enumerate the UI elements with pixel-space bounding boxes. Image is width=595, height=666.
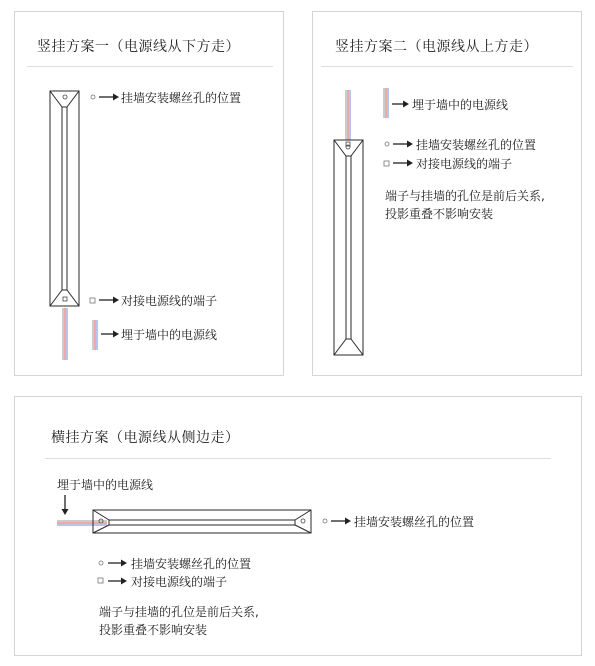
label-terminal: 对接电源线的端子 bbox=[416, 157, 513, 171]
note-line-2: 投影重叠不影响安装 bbox=[99, 623, 208, 637]
label-mount-hole: 挂墙安装螺丝孔的位置 bbox=[416, 138, 537, 152]
mount-hole-right bbox=[301, 519, 305, 523]
fixture-vertical bbox=[334, 140, 363, 355]
arrow-mount-hole bbox=[331, 518, 351, 525]
note-line-1: 端子与挂墙的孔位是前后关系, bbox=[99, 605, 259, 619]
note-text bbox=[385, 187, 545, 223]
panel-title: 竖挂方案二（电源线从上方走） bbox=[335, 39, 538, 55]
arrow-down-buried-wire bbox=[62, 495, 69, 515]
panel-title: 竖挂方案一（电源线从下方走） bbox=[37, 39, 240, 55]
label-mount-hole: 挂墙安装螺丝孔的位置 bbox=[121, 91, 242, 105]
label-mount-hole-right: 挂墙安装螺丝孔的位置 bbox=[354, 515, 475, 529]
note-line-1: 端子与挂墙的孔位是前后关系, bbox=[385, 189, 545, 203]
arrow-terminal bbox=[393, 160, 413, 167]
terminal-bottom bbox=[63, 297, 67, 301]
note-text bbox=[99, 603, 259, 639]
vertical-fixture-diagram bbox=[15, 12, 285, 377]
arrow-buried-wire bbox=[101, 331, 119, 338]
legend-arrow-terminal bbox=[108, 578, 127, 585]
arrow-terminal bbox=[99, 297, 119, 304]
arrow-mount-hole bbox=[393, 141, 413, 148]
power-wire-top bbox=[346, 90, 350, 140]
mount-hole-marker bbox=[385, 142, 389, 146]
panel-horizontal-plan bbox=[14, 396, 582, 656]
mount-hole-top bbox=[63, 95, 67, 99]
power-wire-bottom bbox=[63, 308, 67, 360]
panel-vertical-plan-one bbox=[14, 11, 284, 376]
legend-mount-hole: 挂墙安装螺丝孔的位置 bbox=[131, 557, 252, 571]
label-buried-wire: 埋于墙中的电源线 bbox=[121, 328, 218, 342]
label-terminal: 对接电源线的端子 bbox=[121, 294, 218, 308]
arrow-buried-wire bbox=[392, 101, 409, 108]
terminal-marker bbox=[90, 298, 95, 303]
legend-terminal-marker bbox=[98, 578, 103, 583]
arrow-mount-hole bbox=[99, 94, 119, 101]
wire-marker bbox=[93, 320, 97, 350]
mount-hole-marker bbox=[323, 519, 327, 523]
terminal-marker bbox=[384, 161, 389, 166]
panel-title: 横挂方案（电源线从侧边走） bbox=[51, 430, 240, 446]
fixture-horizontal bbox=[93, 510, 311, 533]
panel-vertical-plan-two bbox=[312, 11, 582, 376]
legend-mount-hole-marker bbox=[99, 561, 103, 565]
note-line-2: 投影重叠不影响安装 bbox=[385, 207, 494, 221]
label-buried-wire: 埋于墙中的电源线 bbox=[57, 478, 154, 492]
legend-terminal: 对接电源线的端子 bbox=[131, 575, 228, 589]
legend-arrow-mount-hole bbox=[108, 560, 127, 567]
fixture-vertical bbox=[50, 91, 79, 306]
wire-marker bbox=[384, 88, 388, 118]
mount-hole-marker bbox=[91, 95, 95, 99]
label-buried-wire: 埋于墙中的电源线 bbox=[412, 98, 509, 112]
